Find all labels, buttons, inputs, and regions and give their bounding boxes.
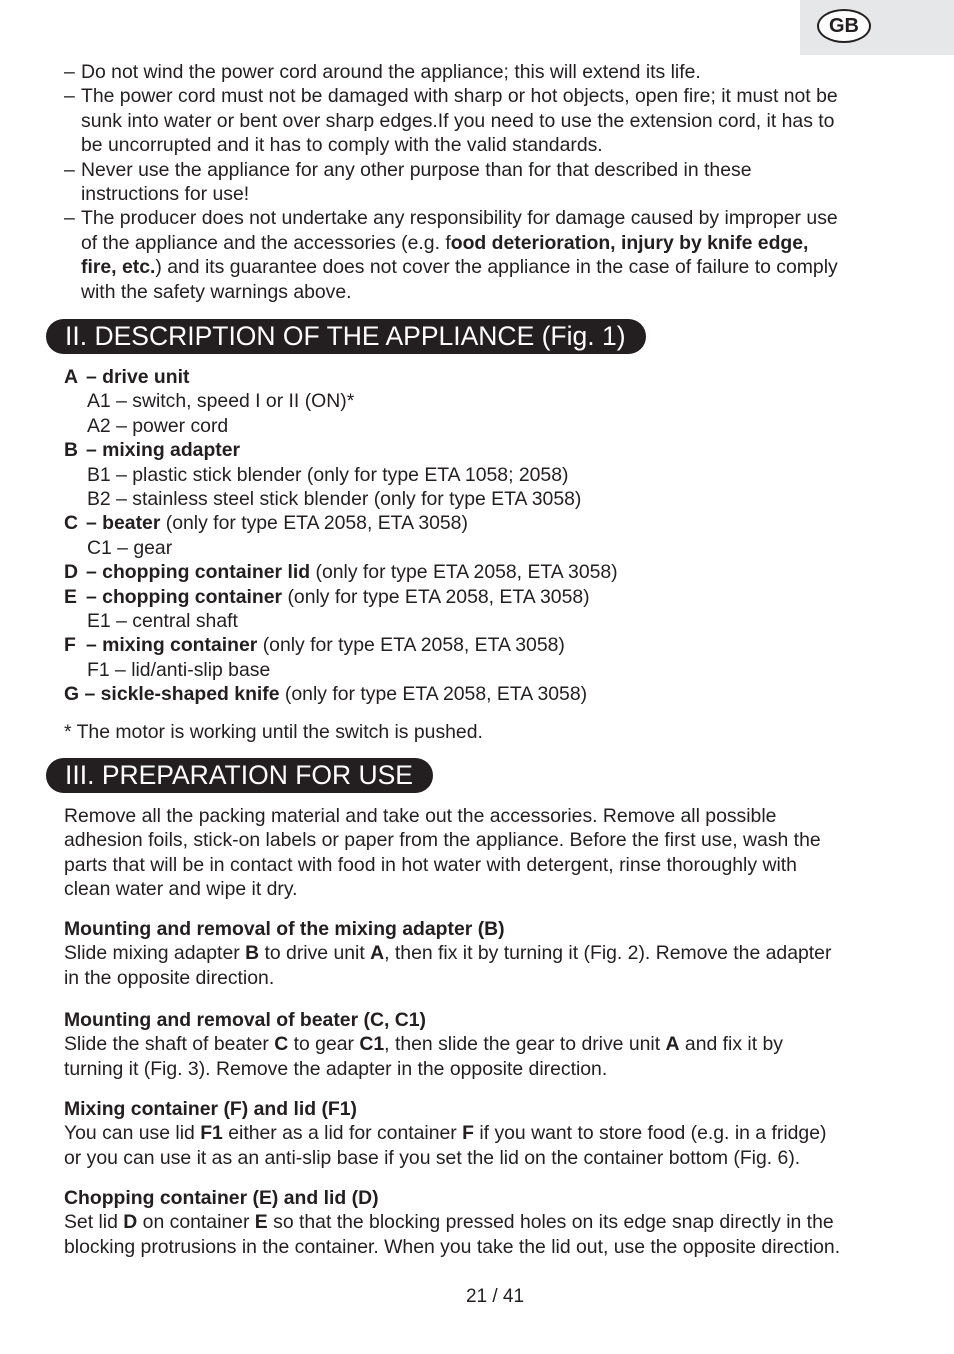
list-item: – Never use the appliance for any other purpose than for that described in these instructions for use! bbox=[64, 158, 752, 206]
part-a: A – drive unit bbox=[64, 366, 190, 388]
page-number: 21 / 41 bbox=[465, 1286, 525, 1307]
list-item: – The power cord must not be damaged with sharp or hot objects, open fire; it must not be sunk into water or bent over sharp edges.If you need to use the extension cord, it has to be uncorrupted and it has to comply with the valid standards. bbox=[64, 85, 838, 157]
subheading: Mounting and removal of beater (C, C1) bbox=[64, 1009, 426, 1031]
part-f1: F1 – lid/anti-slip base bbox=[87, 658, 271, 681]
list-item: – The producer does not undertake any responsibility for damage caused by improper use of the appliance and the accessories (e.g. food deterioration, injury by knife edge, fire, etc.) and its guarantee does not cover the appliance in the case of failure to comply with the safety warnings above. bbox=[64, 207, 838, 303]
mixing-container-section: Mixing container (F) and lid (F1) You can use lid F1 either as a lid for container F if you want to store food (e.g. in a fridge) or you can use it as an anti-slip base if you set the lid on the container bottom (Fig. 6). bbox=[64, 1097, 894, 1170]
part-f: F – mixing container (only for type ETA 2058, ETA 3058) bbox=[64, 634, 565, 657]
part-g: G – sickle-shaped knife (only for type ETA 2058, ETA 3058) bbox=[64, 683, 588, 706]
chopping-container-section: Chopping container (E) and lid (D) Set lid D on container E so that the blocking pressed holes on its edge snap directly in the blocking protrusions in the container. When you take the lid out, use the opposite direction. bbox=[64, 1186, 894, 1259]
section-heading-description: II. DESCRIPTION OF THE APPLIANCE (Fig. 1) bbox=[46, 319, 646, 354]
part-b2: B2 – stainless steel stick blender (only for type ETA 3058) bbox=[87, 487, 582, 510]
part-e1: E1 – central shaft bbox=[87, 609, 238, 632]
section-heading-preparation: III. PREPARATION FOR USE bbox=[46, 758, 433, 793]
subheading: Mixing container (F) and lid (F1) bbox=[64, 1098, 358, 1120]
part-b: B – mixing adapter bbox=[64, 439, 241, 462]
dash: – bbox=[64, 207, 75, 230]
preparation-intro: Remove all the packing material and take out the accessories. Remove all possible adhesion foils, stick-on labels or paper from the appliance. Before the first use, wash the parts that will be in contact with food in hot water with detergent, rinse thoroughly with clean water and wipe it dry. bbox=[64, 805, 821, 901]
safety-warnings-list bbox=[64, 60, 894, 304]
part-d: D – chopping container lid (only for type ETA 2058, ETA 3058) bbox=[64, 561, 618, 584]
beater-section: Mounting and removal of beater (C, C1) Slide the shaft of beater C to gear C1, then slide the gear to drive unit A and fix it by turning it (Fig. 3). Remove the adapter in the opposite direction. bbox=[64, 1008, 894, 1081]
part-c1: C1 – gear bbox=[87, 536, 173, 559]
part-c: C – beater (only for type ETA 2058, ETA 3058) bbox=[64, 512, 468, 535]
mixing-adapter-section: Mounting and removal of the mixing adapter (B) Slide mixing adapter B to drive unit A, then fix it by turning it (Fig. 2). Remove the adapter in the opposite direction. bbox=[64, 917, 894, 990]
subheading: Mounting and removal of the mixing adapter (B) bbox=[64, 918, 505, 940]
footnote: * The motor is working until the switch is pushed. bbox=[64, 721, 483, 743]
part-e: E – chopping container (only for type ETA 2058, ETA 3058) bbox=[64, 585, 590, 608]
part-b1: B1 – plastic stick blender (only for type ETA 1058; 2058) bbox=[87, 463, 569, 486]
parts-list bbox=[64, 365, 894, 706]
list-item: – Do not wind the power cord around the appliance; this will extend its life. bbox=[64, 61, 701, 83]
part-a1: A1 – switch, speed I or II (ON)* bbox=[87, 390, 355, 413]
dash: – bbox=[64, 85, 75, 108]
subheading: Chopping container (E) and lid (D) bbox=[64, 1187, 379, 1209]
dash: – bbox=[64, 61, 75, 83]
dash: – bbox=[64, 158, 75, 181]
part-a2: A2 – power cord bbox=[87, 414, 229, 437]
language-tab bbox=[800, 0, 954, 55]
language-badge: GB bbox=[817, 9, 871, 43]
